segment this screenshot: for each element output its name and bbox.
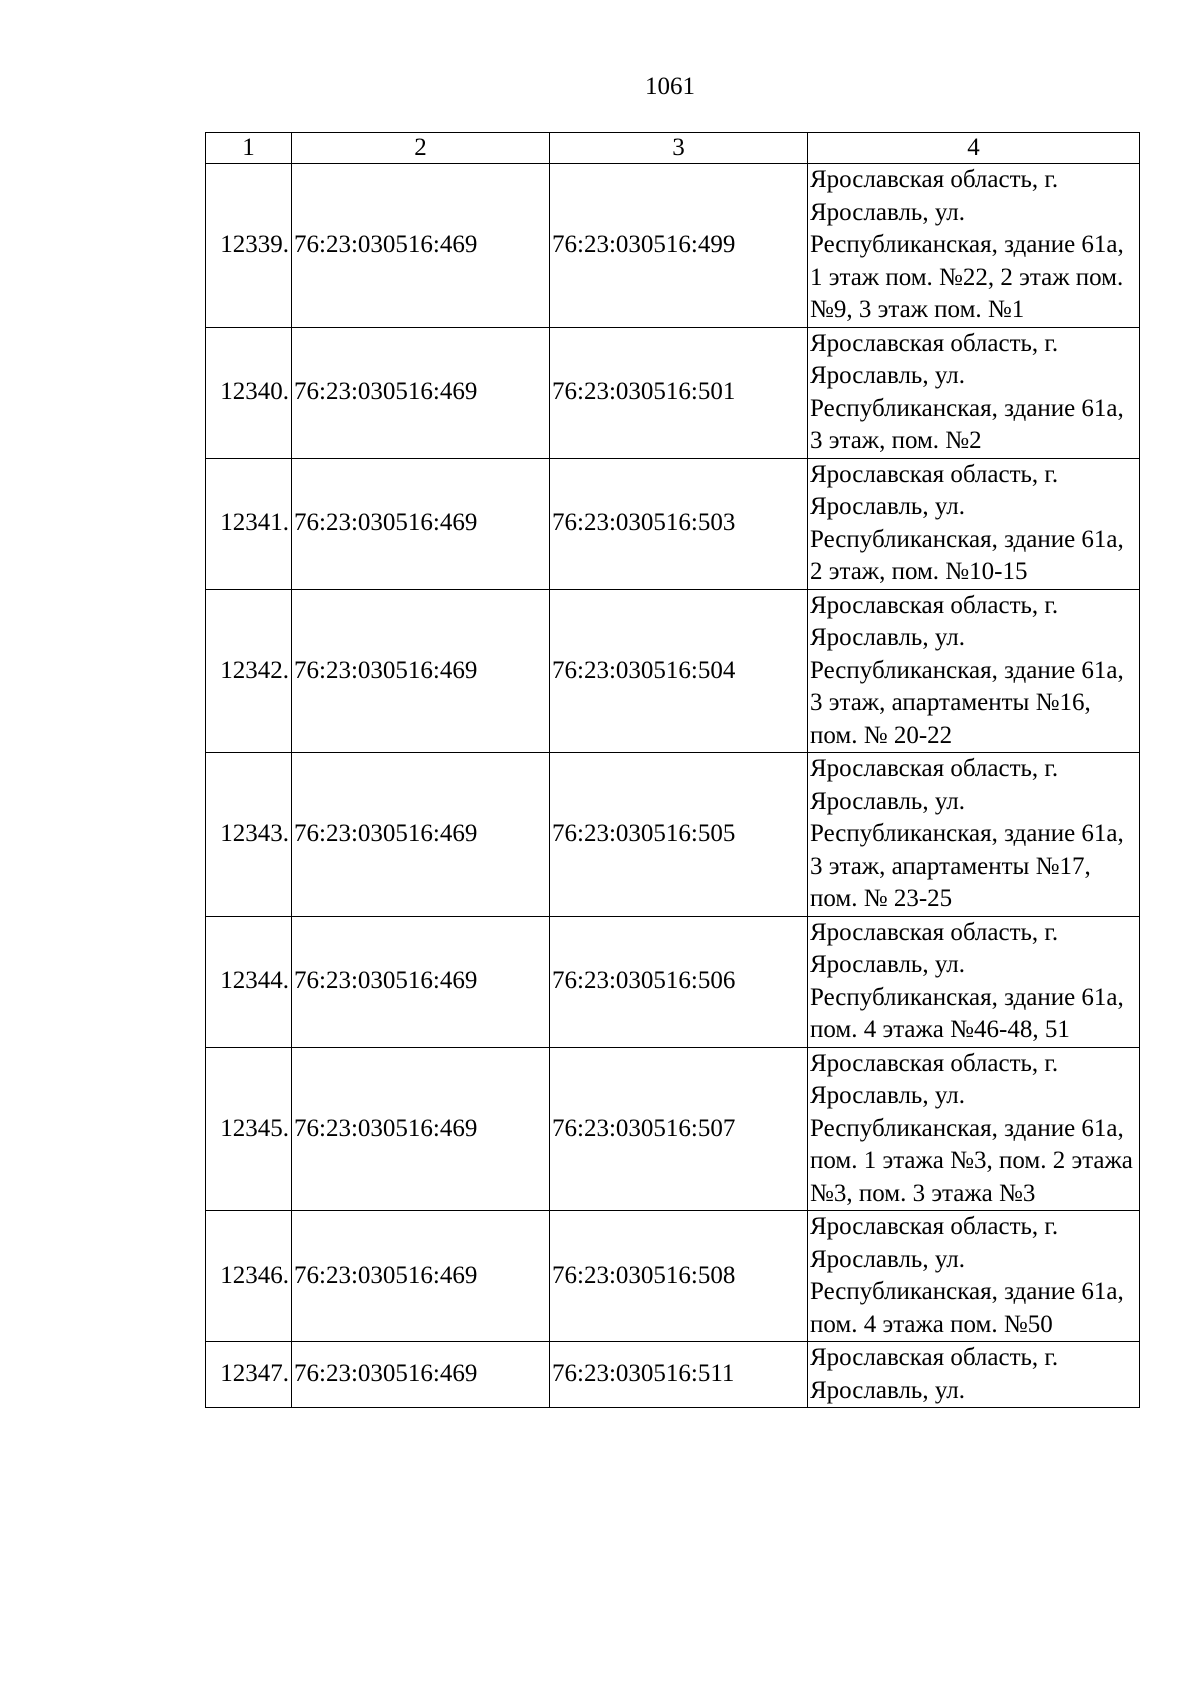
column-header-1: 1 — [206, 133, 292, 164]
address: Ярославская область, г. Ярославль, ул. Республиканская, здание 61а, 2 этаж, пом. №10-15 — [808, 458, 1140, 589]
object-cadastral-number: 76:23:030516:501 — [550, 327, 808, 458]
table-row — [206, 458, 1140, 589]
table-row — [206, 916, 1140, 1047]
object-cadastral-number: 76:23:030516:504 — [550, 589, 808, 753]
table-row — [206, 753, 1140, 917]
parcel-cadastral-number: 76:23:030516:469 — [292, 1342, 550, 1408]
row-number: 12345. — [206, 1047, 292, 1211]
address: Ярославская область, г. Ярославль, ул. Республиканская, здание 61а, пом. 4 этажа пом. №50 — [808, 1211, 1140, 1342]
parcel-cadastral-number: 76:23:030516:469 — [292, 1211, 550, 1342]
table-row — [206, 589, 1140, 753]
address: Ярославская область, г. Ярославль, ул. Республиканская, здание 61а, 1 этаж пом. №22, 2 этаж пом. №9, 3 этаж пом. №1 — [808, 164, 1140, 328]
row-number: 12347. — [206, 1342, 292, 1408]
row-number: 12340. — [206, 327, 292, 458]
address: Ярославская область, г. Ярославль, ул. Республиканская, здание 61а, пом. 1 этажа №3, пом. 2 этажа №3, пом. 3 этажа №3 — [808, 1047, 1140, 1211]
parcel-cadastral-number: 76:23:030516:469 — [292, 589, 550, 753]
registry-table — [205, 132, 1140, 1408]
object-cadastral-number: 76:23:030516:507 — [550, 1047, 808, 1211]
parcel-cadastral-number: 76:23:030516:469 — [292, 916, 550, 1047]
table-row — [206, 1047, 1140, 1211]
object-cadastral-number: 76:23:030516:505 — [550, 753, 808, 917]
row-number: 12341. — [206, 458, 292, 589]
table-row — [206, 164, 1140, 328]
address: Ярославская область, г. Ярославль, ул. Республиканская, здание 61а, 3 этаж, апартаменты №16, пом. № 20-22 — [808, 589, 1140, 753]
parcel-cadastral-number: 76:23:030516:469 — [292, 458, 550, 589]
table-row — [206, 1342, 1140, 1408]
column-header-2: 2 — [292, 133, 550, 164]
page-number: 1061 — [645, 73, 695, 100]
parcel-cadastral-number: 76:23:030516:469 — [292, 164, 550, 328]
row-number: 12342. — [206, 589, 292, 753]
column-header-3: 3 — [550, 133, 808, 164]
object-cadastral-number: 76:23:030516:503 — [550, 458, 808, 589]
parcel-cadastral-number: 76:23:030516:469 — [292, 753, 550, 917]
object-cadastral-number: 76:23:030516:499 — [550, 164, 808, 328]
address: Ярославская область, г. Ярославль, ул. — [808, 1342, 1140, 1408]
table-row — [206, 1211, 1140, 1342]
address: Ярославская область, г. Ярославль, ул. Республиканская, здание 61а, 3 этаж, пом. №2 — [808, 327, 1140, 458]
row-number: 12344. — [206, 916, 292, 1047]
table-row — [206, 327, 1140, 458]
object-cadastral-number: 76:23:030516:511 — [550, 1342, 808, 1408]
row-number: 12343. — [206, 753, 292, 917]
row-number: 12339. — [206, 164, 292, 328]
row-number: 12346. — [206, 1211, 292, 1342]
column-header-4: 4 — [808, 133, 1140, 164]
object-cadastral-number: 76:23:030516:506 — [550, 916, 808, 1047]
header-row — [206, 133, 1140, 164]
address: Ярославская область, г. Ярославль, ул. Республиканская, здание 61а, пом. 4 этажа №46-48, 51 — [808, 916, 1140, 1047]
object-cadastral-number: 76:23:030516:508 — [550, 1211, 808, 1342]
parcel-cadastral-number: 76:23:030516:469 — [292, 327, 550, 458]
address: Ярославская область, г. Ярославль, ул. Республиканская, здание 61а, 3 этаж, апартаменты №17, пом. № 23-25 — [808, 753, 1140, 917]
parcel-cadastral-number: 76:23:030516:469 — [292, 1047, 550, 1211]
